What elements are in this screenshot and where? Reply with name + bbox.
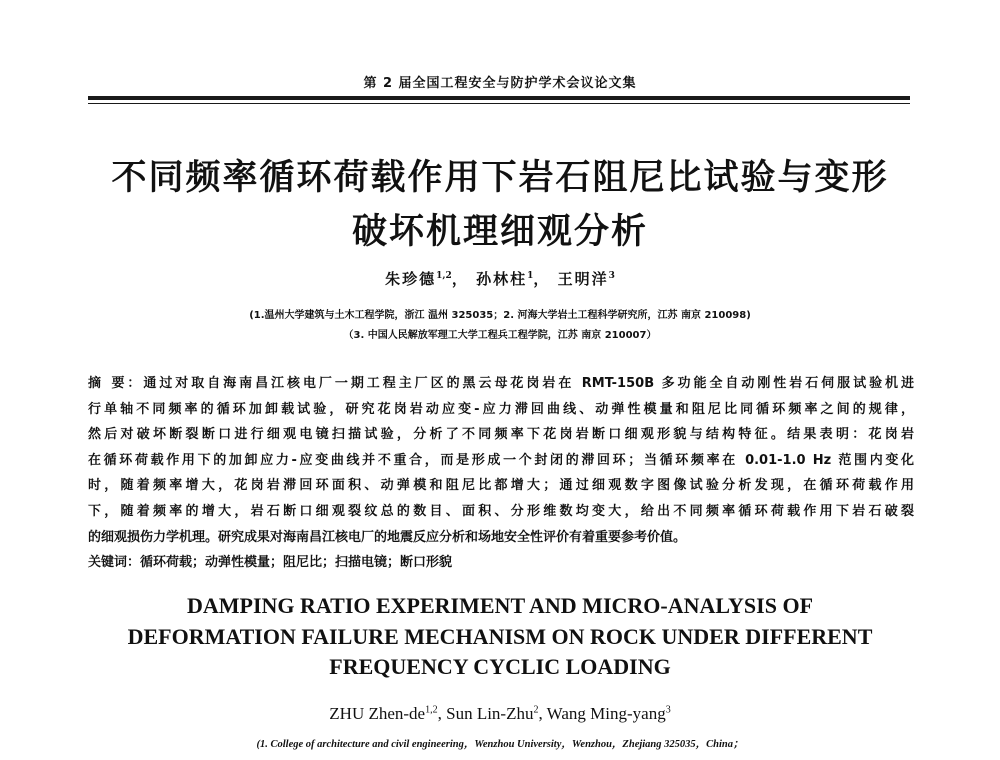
author-affiliation-mark: 2 (533, 704, 539, 716)
abstract-line: 摘 要：通过对取自海南昌江核电厂一期工程主厂区的黑云母花岗岩在 RMT-150B 多功能全自动刚性岩石伺服试验机进 (88, 376, 914, 391)
abstract-line: 的细观损伤力学机理。研究成果对海南昌江核电厂的地震反应分析和场地安全性评价有着重要参考价值。 (88, 529, 687, 545)
abstract-line: 下，随着频率的增大，岩石断口细观裂纹总的数目、面积、分形维数均变大，给出不同频率循环荷载作用下岩石破裂 (88, 503, 914, 519)
english-title-line-2: DEFORMATION FAILURE MECHANISM ON ROCK UNDER DIFFERENT (127, 624, 873, 649)
author-name: 孙林柱 (476, 270, 528, 288)
chinese-keywords: 关键词：循环荷载；动弹性模量；阻尼比；扫描电镜；断口形貌 (88, 555, 453, 570)
chinese-authors (0, 268, 1000, 289)
author-name: Sun Lin-Zhu (446, 704, 534, 723)
author-affiliation-mark: 3 (608, 271, 615, 281)
author-separator: , (437, 704, 447, 723)
header-rule-thin (88, 103, 910, 104)
english-title-line-1: DAMPING RATIO EXPERIMENT AND MICRO-ANALYSIS OF (186, 593, 814, 618)
header-rule-thick (88, 96, 910, 100)
abstract-line: 时，随着频率增大，花岗岩滞回环面积、动弹模和阻尼比都增大；通过细观数字图像试验分析发现，在循环荷载作用 (88, 478, 914, 494)
author-separator: ， (451, 270, 469, 288)
abstract-line: 然后对破坏断裂断口进行细观电镜扫描试验，分析了不同频率下花岗岩断口细观形貌与结构特征。结果表明：花岗岩 (88, 427, 914, 443)
chinese-affiliation-line-1: (1.温州大学建筑与土木工程学院，浙江 温州 325035；2. 河海大学岩土工程科学研究所，江苏 南京 210098) (249, 310, 751, 321)
chinese-abstract (88, 371, 914, 550)
abstract-line: 在循环荷载作用下的加卸应力-应变曲线并不重合，而是形成一个封闭的滞回环；当循环频率在 0.01-1.0 Hz 范围内变化 (88, 452, 914, 468)
author-separator: , (538, 704, 547, 723)
author-affiliation-mark: 3 (665, 704, 671, 716)
author-affiliation-mark: 1,2 (425, 704, 438, 716)
chinese-affiliation-line-2: （3. 中国人民解放军理工大学工程兵工程学院，江苏 南京 210007） (343, 330, 657, 341)
english-affiliation-line-1: (1. College of architecture and civil engineering，Wenzhou University，Wenzhou，Zhejiang 325035，China； (256, 739, 744, 750)
author-name: 朱珍德 (385, 270, 437, 288)
english-authors (0, 704, 1000, 724)
author-name: 王明洋 (557, 270, 609, 288)
author-affiliation-mark: 1,2 (436, 271, 452, 281)
proceedings-header: 第 2 届全国工程安全与防护学术会议论文集 (363, 76, 637, 91)
author-separator: ， (533, 270, 551, 288)
chinese-title-line-2: 破坏机理细观分析 (351, 212, 648, 252)
abstract-line: 行单轴不同频率的循环加卸载试验，研究花岗岩动应变-应力滞回曲线、动弹性模量和阻尼比同循环频率之间的规律， (88, 401, 914, 417)
english-title-line-3: FREQUENCY CYCLIC LOADING (329, 654, 671, 679)
author-affiliation-mark: 1 (527, 271, 534, 281)
author-name: Wang Ming-yang (546, 704, 666, 723)
chinese-title-line-1: 不同频率循环荷载作用下岩石阻尼比试验与变形 (111, 158, 889, 198)
author-name: ZHU Zhen-de (329, 704, 426, 723)
